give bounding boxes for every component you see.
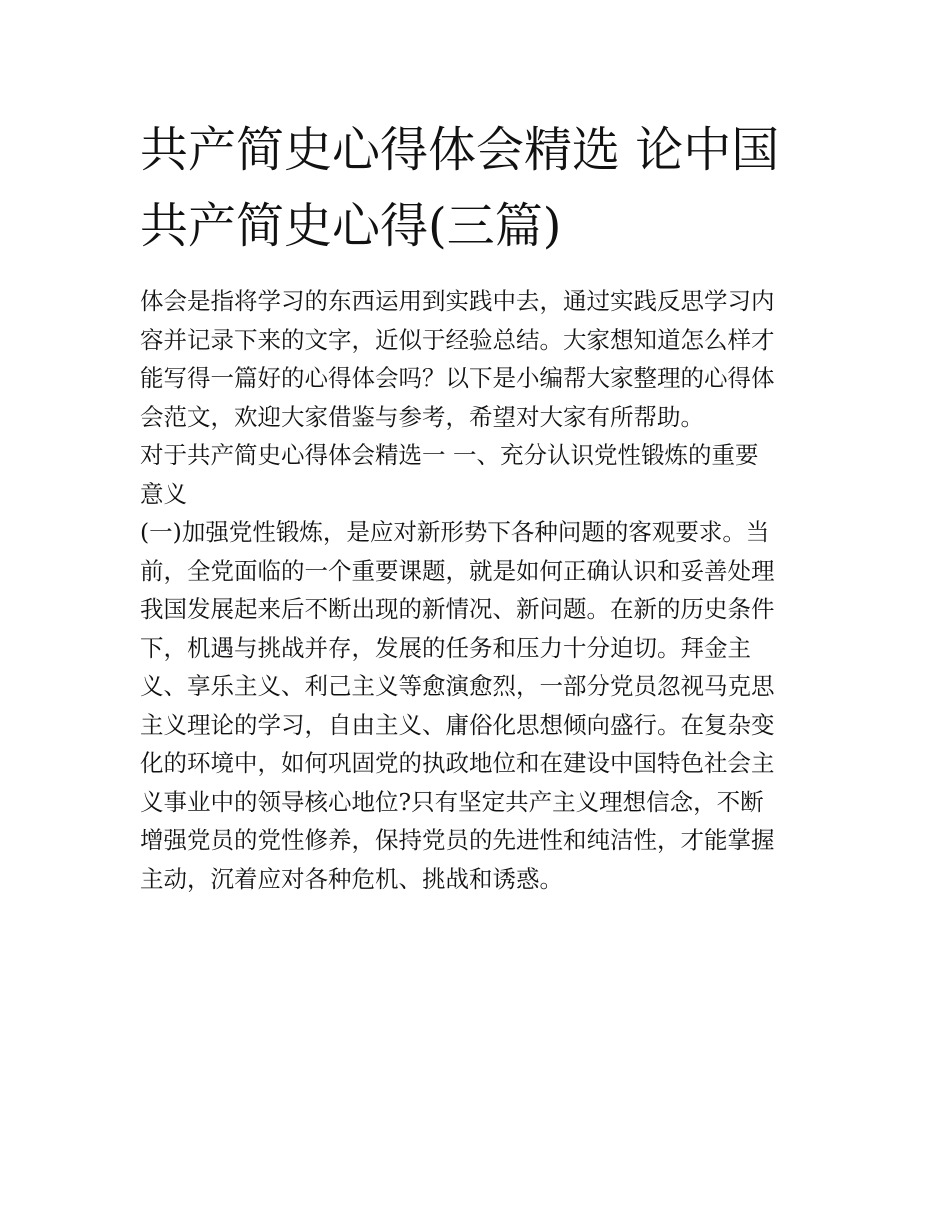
text-line: 体会是指将学习的东西运用到实践中去，通过实践反思学习内	[140, 287, 775, 315]
body-paragraph	[140, 513, 820, 898]
text-line: 我国发展起来后不断出现的新情况、新问题。在新的历史条件	[140, 595, 775, 623]
title-line: 共产简史心得体会精选 论中国	[140, 122, 780, 178]
text-line: 化的环境中，如何巩固党的执政地位和在建设中国特色社会主	[140, 749, 775, 777]
text-line: 能写得一篇好的心得体会吗？以下是小编帮大家整理的心得体	[140, 364, 775, 392]
text-line: 义、享乐主义、利己主义等愈演愈烈，一部分党员忽视马克思	[140, 672, 775, 700]
text-line: 对于共产简史心得体会精选一 一、充分认识党性锻炼的重要	[140, 441, 759, 469]
text-line: (一)加强党性锻炼，是应对新形势下各种问题的客观要求。当	[140, 518, 770, 546]
intro-paragraph	[140, 282, 820, 436]
text-line: 下，机遇与挑战并存，发展的任务和压力十分迫切。拜金主	[140, 633, 751, 662]
document-title	[140, 112, 820, 264]
text-line: 义事业中的领导核心地位?只有坚定共产主义理想信念，不断	[140, 787, 764, 816]
document-body	[140, 282, 820, 898]
text-line: 意义	[140, 479, 187, 508]
text-line: 主义理论的学习，自由主义、庸俗化思想倾向盛行。在复杂变	[140, 710, 775, 739]
text-line: 容并记录下来的文字，近似于经验总结。大家想知道怎么样才	[140, 325, 775, 354]
title-line: 共产简史心得(三篇)	[140, 198, 562, 254]
text-line: 主动，沉着应对各种危机、挑战和诱惑。	[140, 864, 563, 893]
text-line: 前，全党面临的一个重要课题，就是如何正确认识和妥善处理	[140, 556, 775, 585]
text-line: 增强党员的党性修养，保持党员的先进性和纯洁性，才能掌握	[140, 826, 775, 854]
section-heading-paragraph	[140, 436, 820, 513]
text-line: 会范文，欢迎大家借鉴与参考，希望对大家有所帮助。	[140, 402, 704, 431]
